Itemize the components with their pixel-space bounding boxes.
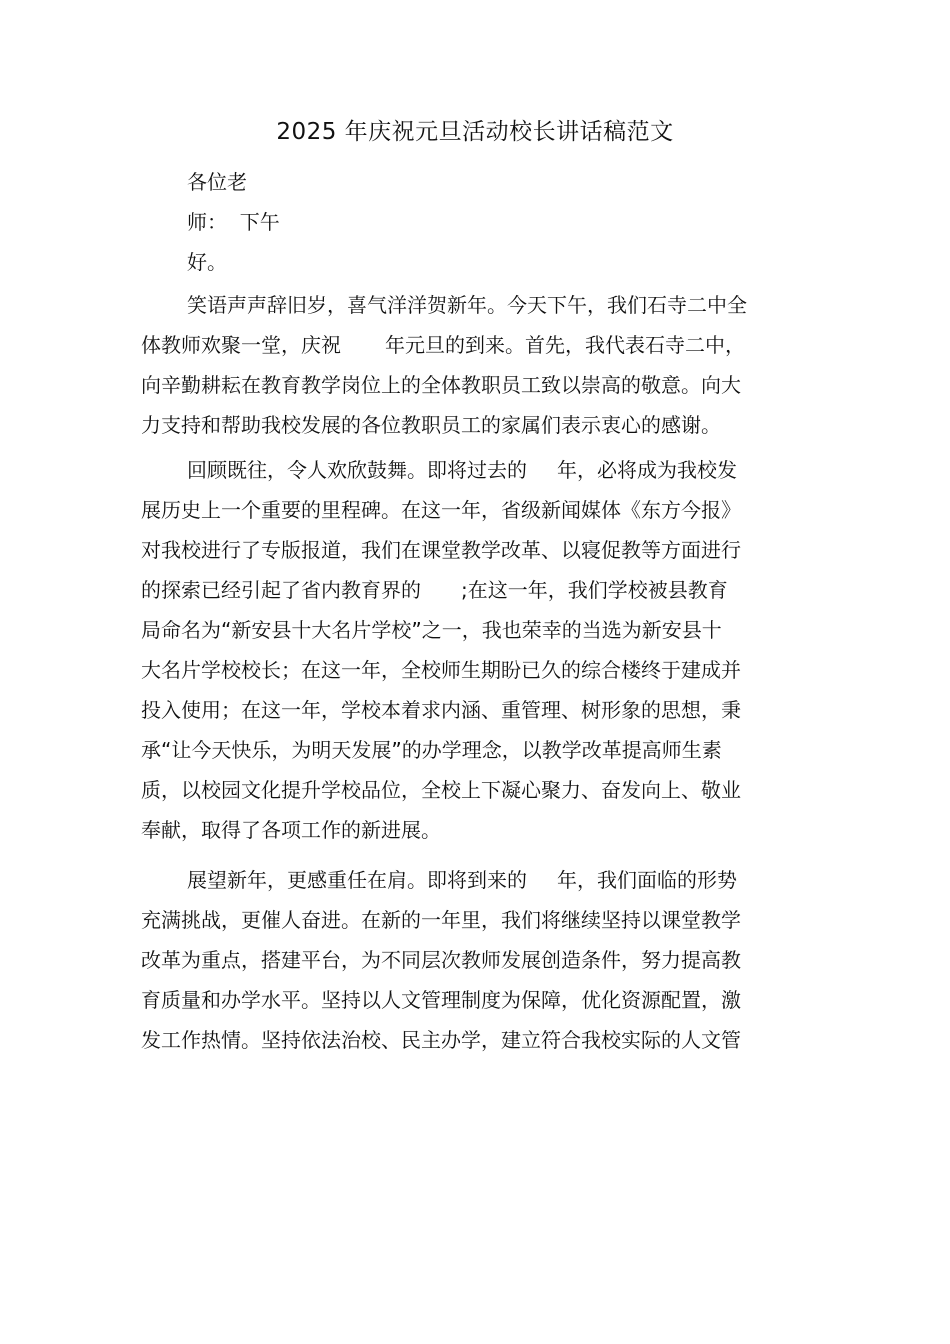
paragraph-line (187, 865, 737, 895)
paragraph-line: 承“让今天快乐，为明天发展”的办学理念，以教学改革提高师生素 (141, 738, 722, 762)
paragraph-line: 质，以校园文化提升学校品位，全校上下凝心聚力、奋发向上、敬业 (141, 778, 741, 802)
paragraph-line: 大名片学校校长；在这一年，全校师生期盼已久的综合楼终于建成并 (141, 658, 741, 682)
text-segment: ;在这一年，我们学校被县教育 (461, 578, 728, 602)
text-segment: 年，必将成为我校发 (557, 458, 737, 482)
paragraph-line: 笑语声声辞旧岁，喜气洋洋贺新年。今天下午，我们石寺二中全 (187, 293, 747, 317)
text-segment: 的探索已经引起了省内教育界的 (141, 578, 421, 602)
text-segment: 回顾既往，令人欢欣鼓舞。即将过去的 (187, 458, 527, 482)
paragraph-line: 力支持和帮助我校发展的各位教职员工的家属们表示衷心的感谢。 (141, 413, 721, 437)
text-segment: 年元旦的到来。首先，我代表石寺二中， (385, 333, 745, 357)
paragraph-line: 育质量和办学水平。坚持以人文管理制度为保障，优化资源配置，激 (141, 988, 741, 1012)
text-segment: 体教师欢聚一堂，庆祝 (141, 333, 341, 357)
paragraph-line: 改革为重点，搭建平台，为不同层次教师发展创造条件，努力提高教 (141, 948, 741, 972)
greeting-line: 各位老 (187, 170, 247, 194)
paragraph-line (141, 575, 728, 605)
greeting-line: 好。 (187, 250, 227, 274)
text-segment: 年，我们面临的形势 (557, 868, 737, 892)
paragraph-line (141, 330, 745, 360)
paragraph-line: 发工作热情。坚持依法治校、民主办学，建立符合我校实际的人文管 (141, 1028, 741, 1052)
paragraph-line: 投入使用；在这一年，学校本着求内涵、重管理、树形象的思想，秉 (141, 698, 741, 722)
greeting-line: 师： 下午 (187, 210, 280, 234)
paragraph-line: 向辛勤耕耘在教育教学岗位上的全体教职员工致以崇高的敬意。向大 (141, 373, 741, 397)
paragraph-line: 奉献，取得了各项工作的新进展。 (141, 818, 441, 842)
paragraph-line: 充满挑战，更催人奋进。在新的一年里，我们将继续坚持以课堂教学 (141, 908, 741, 932)
paragraph-line: 展历史上一个重要的里程碑。在这一年，省级新闻媒体《东方今报》 (141, 498, 741, 522)
text-segment: 展望新年，更感重任在肩。即将到来的 (187, 868, 527, 892)
paragraph-line: 局命名为“新安县十大名片学校”之一，我也荣幸的当选为新安县十 (141, 618, 722, 642)
page-title: 2025 年庆祝元旦活动校长讲话稿范文 (276, 119, 674, 145)
paragraph-line: 对我校进行了专版报道，我们在课堂教学改革、以寝促教等方面进行 (141, 538, 741, 562)
paragraph-line (187, 455, 737, 485)
